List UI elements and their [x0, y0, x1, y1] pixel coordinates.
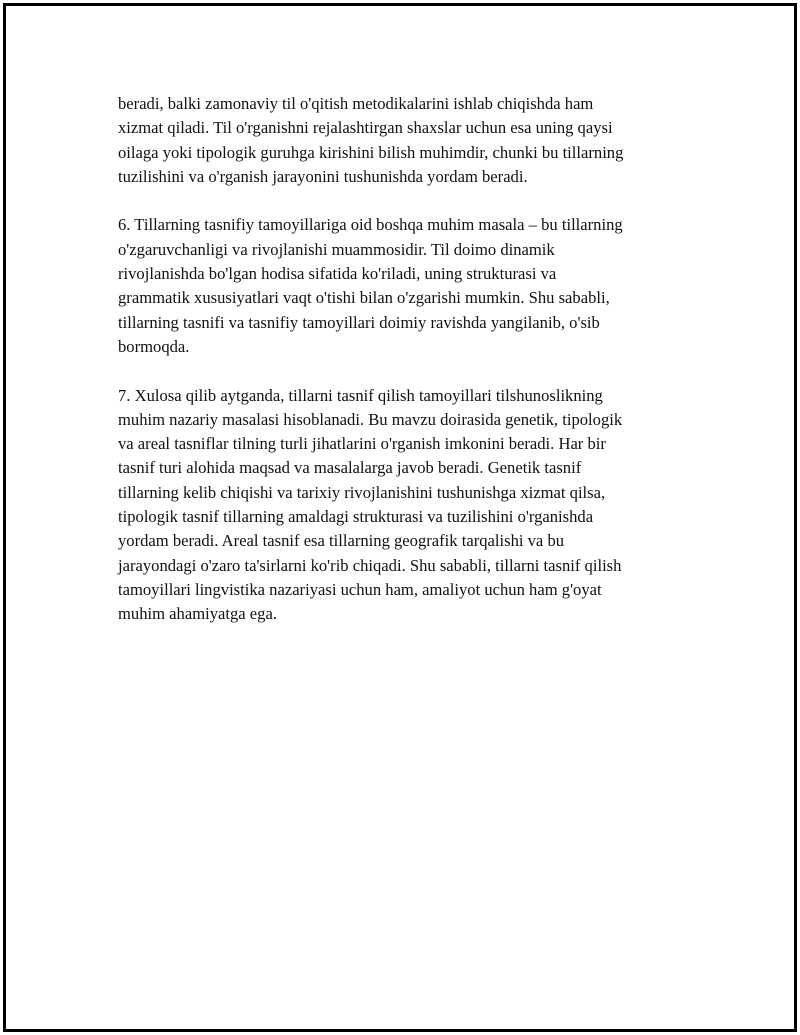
paragraph-6: 6. Tillarning tasnifiy tamoyillariga oid boshqa muhim masala – bu tillarning o'zgaruvchanligi va rivojlanishi muammosidir. Til doimo dinamik rivojlanishda bo'lgan hodisa sifatida ko'riladi, uning strukturasi va grammatik xususiyatlari vaqt o'tishi bilan o'zgarishi mumkin. Shu sababli, tillarning tasnifi va tasnifiy tamoyillari doimiy ravishda yangilanib, o'sib bormoqda. — [118, 215, 623, 356]
paragraph-continuation: beradi, balki zamonaviy til o'qitish metodikalarini ishlab chiqishda ham xizmat qiladi. Til o'rganishni rejalashtirgan shaxslar uchun esa uning qaysi oilaga yoki tipologik guruhga kirishini bilish muhimdir, chunki bu tillarning tuzilishini va o'rganish jarayonini tushunishda yordam beradi. — [118, 94, 624, 186]
document-body — [118, 92, 688, 651]
paragraph-7: 7. Xulosa qilib aytganda, tillarni tasnif qilish tamoyillari tilshunoslikning muhim nazariy masalasi hisoblanadi. Bu mavzu doirasida genetik, tipologik va areal tasniflar tilning turli jihatlarini o'rganish imkonini beradi. Har bir tasnif turi alohida maqsad va masalalarga javob beradi. Genetik tasnif tillarning kelib chiqishi va tarixiy rivojlanishini tushunishga xizmat qilsa, tipologik tasnif tillarning amaldagi strukturasi va tuzilishini o'rganishda yordam beradi. Areal tasnif esa tillarning geografik tarqalishi va bu jarayondagi o'zaro ta'sirlarni ko'rib chiqadi. Shu sababli, tillarni tasnif qilish tamoyillari lingvistika nazariyasi uchun ham, amaliyot uchun ham g'oyat muhim ahamiyatga ega. — [118, 385, 623, 624]
